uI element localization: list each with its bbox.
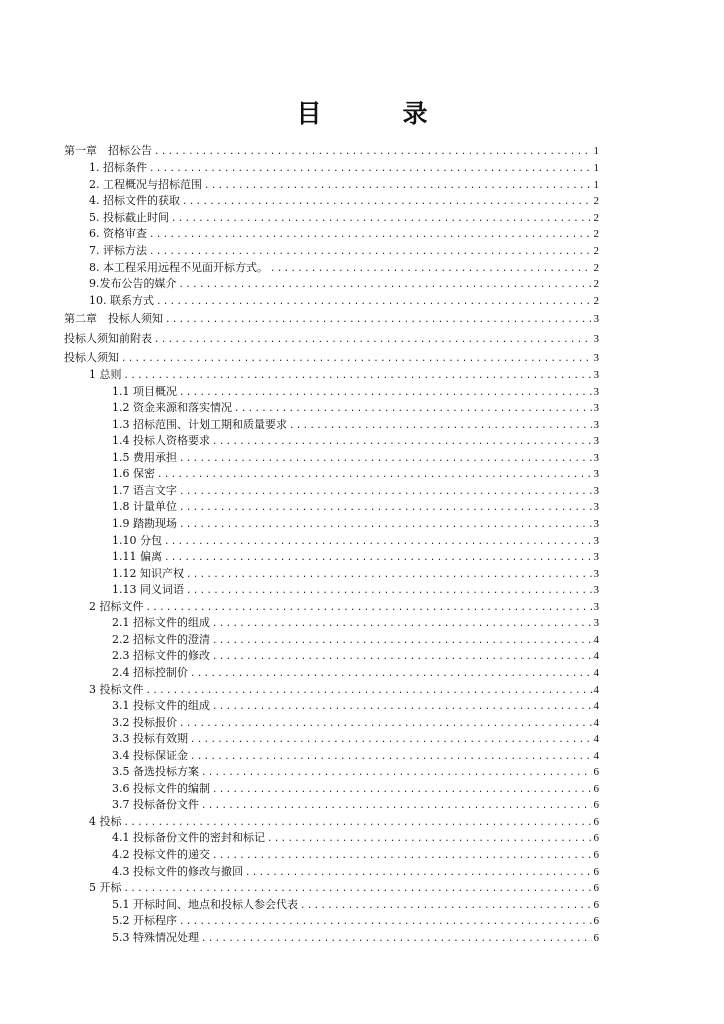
toc-entry-label: 3.6 投标文件的编制 <box>112 781 210 795</box>
toc-entry-label: 第二章 投标人须知 <box>64 312 163 326</box>
toc-leader-dots <box>154 143 592 162</box>
toc-entry-page: 6 <box>593 898 599 911</box>
toc-entry-label: 4.3 投标文件的修改与撤回 <box>112 864 243 878</box>
toc-entry-page: 4 <box>593 716 599 729</box>
toc-entry[interactable] <box>64 698 599 715</box>
toc-entry-label: 投标人须知前附表 <box>64 331 152 345</box>
toc-entry-page: 4 <box>593 633 599 646</box>
toc-leader-dots <box>124 881 592 898</box>
toc-entry[interactable] <box>64 516 599 533</box>
toc-entry[interactable] <box>64 665 599 682</box>
toc-entry-label: 1 总则 <box>89 368 122 382</box>
toc-entry[interactable] <box>64 260 599 277</box>
toc-leader-dots <box>124 815 592 832</box>
toc-entry-page: 6 <box>593 766 599 779</box>
toc-leader-dots <box>212 649 592 666</box>
toc-entry[interactable] <box>64 599 599 616</box>
toc-entry-label: 1.1 项目概况 <box>112 384 177 398</box>
toc-entry[interactable] <box>64 141 599 160</box>
toc-entry-label: 1.10 分包 <box>112 533 162 547</box>
toc-entry-page: 4 <box>593 700 599 713</box>
toc-entry-label: 1.7 语言文字 <box>112 483 177 497</box>
toc-entry[interactable] <box>64 632 599 649</box>
toc-leader-dots <box>190 666 592 683</box>
toc-entry[interactable] <box>64 748 599 765</box>
toc-entry-label: 4.2 投标文件的递交 <box>112 847 210 861</box>
toc-entry-page: 3 <box>593 600 599 613</box>
toc-entry[interactable] <box>64 160 599 177</box>
toc-leader-dots <box>149 244 592 261</box>
toc-entry-label: 1.12 知识产权 <box>112 566 184 580</box>
toc-entry-page: 6 <box>593 865 599 878</box>
toc-entry-label: 9.发布公告的媒介 <box>89 277 177 291</box>
toc-entry-label: 1.8 计量单位 <box>112 500 177 514</box>
toc-entry[interactable] <box>64 797 599 814</box>
toc-entry-label: 1.9 踏勘现场 <box>112 517 177 531</box>
toc-leader-dots <box>164 534 592 551</box>
toc-entry-page: 3 <box>593 402 599 415</box>
toc-leader-dots <box>267 831 592 848</box>
toc-entry[interactable] <box>64 648 599 665</box>
toc-entry-page: 4 <box>593 733 599 746</box>
toc-entry[interactable] <box>64 226 599 243</box>
toc-entry-page: 1 <box>593 178 599 191</box>
toc-entry-page: 3 <box>593 518 599 531</box>
toc-leader-dots <box>164 550 592 567</box>
toc-entry[interactable] <box>64 715 599 732</box>
toc-entry[interactable] <box>64 417 599 434</box>
toc-entry-page: 6 <box>593 815 599 828</box>
toc-leader-dots <box>234 401 592 418</box>
toc-entry-page: 3 <box>593 501 599 514</box>
toc-leader-dots <box>245 865 592 882</box>
toc-entry-page: 3 <box>593 369 599 382</box>
toc-leader-dots <box>149 161 592 178</box>
toc-entry[interactable] <box>64 566 599 583</box>
toc-entry-label: 2.2 招标文件的澄清 <box>112 632 210 646</box>
toc-entry-label: 4 投标 <box>89 814 122 828</box>
toc-entry-label: 1.3 招标范围、计划工期和质量要求 <box>112 417 287 431</box>
toc-leader-dots <box>186 567 592 584</box>
toc-entry-page: 3 <box>593 451 599 464</box>
toc-entry-page: 6 <box>593 848 599 861</box>
toc-entry-label: 5.2 开标程序 <box>112 914 177 928</box>
toc-entry-page: 3 <box>593 418 599 431</box>
toc-entry-label: 5.3 特殊情况处理 <box>112 930 199 944</box>
toc-entry-page: 3 <box>593 617 599 630</box>
toc-entry-label: 4.1 投标备份文件的密封和标记 <box>112 831 265 845</box>
toc-entry[interactable] <box>64 830 599 847</box>
toc-leader-dots <box>201 931 592 948</box>
toc-entry-page: 3 <box>593 551 599 564</box>
toc-entry-page: 3 <box>593 351 599 364</box>
toc-entry[interactable] <box>64 682 599 699</box>
toc-leader-dots <box>289 418 592 435</box>
toc-entry-page: 6 <box>593 799 599 812</box>
toc-entry-page: 3 <box>593 332 599 345</box>
toc-leader-dots <box>300 898 592 915</box>
toc-entry[interactable] <box>64 582 599 599</box>
toc-entry[interactable] <box>64 293 599 310</box>
toc-entry-label: 1.11 偏离 <box>112 550 162 564</box>
toc-entry[interactable] <box>64 880 599 897</box>
toc-entry[interactable] <box>64 731 599 748</box>
toc-entry-page: 3 <box>593 484 599 497</box>
toc-leader-dots <box>179 914 592 931</box>
toc-entry-label: 6. 资格审查 <box>89 227 147 241</box>
toc-entry[interactable] <box>64 913 599 930</box>
toc-entry[interactable] <box>64 400 599 417</box>
toc-entry[interactable] <box>64 499 599 516</box>
toc-entry-page: 2 <box>593 278 599 291</box>
toc-leader-dots <box>149 227 592 244</box>
toc-entry-label: 5. 投标截止时间 <box>89 210 169 224</box>
toc-entry-label: 3.2 投标报价 <box>112 715 177 729</box>
toc-entry[interactable] <box>64 814 599 831</box>
toc-leader-dots <box>121 350 592 369</box>
toc-leader-dots <box>182 194 592 211</box>
toc-entry-page: 6 <box>593 832 599 845</box>
toc-entry[interactable] <box>64 329 599 348</box>
toc-entry-label: 3.7 投标备份文件 <box>112 798 199 812</box>
toc-entry-page: 1 <box>593 145 599 157</box>
toc-entry-page: 6 <box>593 931 599 944</box>
toc-entry[interactable] <box>64 483 599 500</box>
toc-entry[interactable] <box>64 466 599 483</box>
toc-entry-page: 6 <box>593 782 599 795</box>
toc-leader-dots <box>190 749 592 766</box>
toc-entry-page: 2 <box>593 195 599 208</box>
toc-entry[interactable] <box>64 433 599 450</box>
toc-entry-page: 4 <box>593 666 599 679</box>
toc-entry[interactable] <box>64 930 599 947</box>
toc-leader-dots <box>179 716 592 733</box>
toc-leader-dots <box>179 277 592 294</box>
toc-entry-label: 10. 联系方式 <box>89 293 154 307</box>
toc-entry-label: 第一章 招标公告 <box>64 144 152 157</box>
toc-entry[interactable] <box>64 193 599 210</box>
toc-entry-page: 4 <box>593 749 599 762</box>
toc-entry[interactable] <box>64 276 599 293</box>
toc-leader-dots <box>212 848 592 865</box>
toc-leader-dots <box>190 732 592 749</box>
toc-leader-dots <box>165 311 592 330</box>
toc-entry-label: 3.4 投标保证金 <box>112 748 188 762</box>
toc-entry-page: 3 <box>593 567 599 580</box>
toc-entry-page: 4 <box>593 650 599 663</box>
toc-leader-dots <box>204 178 592 195</box>
toc-entry[interactable] <box>64 367 599 384</box>
toc-entry-page: 1 <box>593 162 599 175</box>
toc-entry-label: 7. 评标方法 <box>89 244 147 258</box>
toc-entry-label: 5.1 开标时间、地点和投标人参会代表 <box>112 897 298 911</box>
toc-entry[interactable] <box>64 384 599 401</box>
toc-entry-label: 2.1 招标文件的组成 <box>112 616 210 630</box>
toc-entry[interactable] <box>64 210 599 227</box>
toc-entry[interactable] <box>64 615 599 632</box>
toc-entry-label: 1.13 同义词语 <box>112 583 184 597</box>
toc-leader-dots <box>212 699 592 716</box>
table-of-contents <box>64 141 599 946</box>
toc-entry[interactable] <box>64 533 599 550</box>
toc-entry-label: 投标人须知 <box>64 350 119 364</box>
toc-entry-label: 1.4 投标人资格要求 <box>112 434 210 448</box>
toc-leader-dots <box>179 500 592 517</box>
toc-entry-label: 8. 本工程采用远程不见面开标方式。 <box>89 260 268 274</box>
toc-entry-label: 2.3 招标文件的修改 <box>112 649 210 663</box>
toc-entry[interactable] <box>64 864 599 881</box>
toc-entry-page: 2 <box>593 294 599 307</box>
toc-entry-label: 1.2 资金来源和落实情况 <box>112 401 232 415</box>
toc-leader-dots <box>157 467 592 484</box>
toc-entry-page: 2 <box>593 211 599 224</box>
toc-leader-dots <box>146 600 592 617</box>
toc-leader-dots <box>179 517 592 534</box>
toc-entry-label: 3 投标文件 <box>89 682 144 696</box>
toc-entry[interactable] <box>64 177 599 194</box>
toc-entry[interactable] <box>64 764 599 781</box>
toc-entry-label: 5 开标 <box>89 881 122 895</box>
toc-leader-dots <box>212 633 592 650</box>
toc-entry-label: 1. 招标条件 <box>89 161 147 175</box>
toc-leader-dots <box>186 583 592 600</box>
toc-entry-page: 3 <box>593 435 599 448</box>
toc-entry[interactable] <box>64 847 599 864</box>
toc-leader-dots <box>146 683 592 700</box>
toc-leader-dots <box>201 798 592 815</box>
toc-entry[interactable] <box>64 348 599 367</box>
toc-entry-page: 2 <box>593 245 599 258</box>
toc-entry[interactable] <box>64 781 599 798</box>
toc-entry[interactable] <box>64 309 599 328</box>
toc-entry[interactable] <box>64 243 599 260</box>
toc-leader-dots <box>201 765 592 782</box>
toc-entry-page: 3 <box>593 385 599 398</box>
toc-entry-label: 2 招标文件 <box>89 599 144 613</box>
toc-leader-dots <box>179 484 592 501</box>
toc-leader-dots <box>154 331 592 350</box>
toc-entry-label: 1.6 保密 <box>112 467 155 481</box>
toc-leader-dots <box>212 616 592 633</box>
toc-leader-dots <box>212 782 592 799</box>
toc-leader-dots <box>179 385 592 402</box>
toc-entry-page: 4 <box>593 683 599 696</box>
toc-entry-page: 3 <box>593 534 599 547</box>
toc-entry[interactable] <box>64 897 599 914</box>
toc-leader-dots <box>124 368 592 385</box>
toc-entry-label: 4. 招标文件的获取 <box>89 194 180 208</box>
toc-entry[interactable] <box>64 549 599 566</box>
toc-leader-dots <box>270 261 592 278</box>
toc-entry-page: 3 <box>593 313 599 326</box>
toc-entry-label: 2. 工程概况与招标范围 <box>89 177 202 191</box>
toc-entry-page: 6 <box>593 915 599 928</box>
toc-leader-dots <box>212 434 592 451</box>
toc-entry-label: 3.5 备选投标方案 <box>112 765 199 779</box>
toc-entry-page: 2 <box>593 228 599 241</box>
toc-entry-page: 6 <box>593 882 599 895</box>
toc-entry-page: 3 <box>593 584 599 597</box>
toc-leader-dots <box>179 451 592 468</box>
toc-leader-dots <box>171 211 592 228</box>
toc-entry-label: 1.5 费用承担 <box>112 450 177 464</box>
toc-leader-dots <box>156 294 592 311</box>
document-title: 目 录 <box>296 99 456 128</box>
toc-entry-label: 2.4 招标控制价 <box>112 665 188 679</box>
toc-entry-label: 3.1 投标文件的组成 <box>112 699 210 713</box>
toc-entry-page: 2 <box>593 261 599 274</box>
toc-entry-label: 3.3 投标有效期 <box>112 732 188 746</box>
toc-entry-page: 3 <box>593 468 599 481</box>
toc-entry[interactable] <box>64 450 599 467</box>
